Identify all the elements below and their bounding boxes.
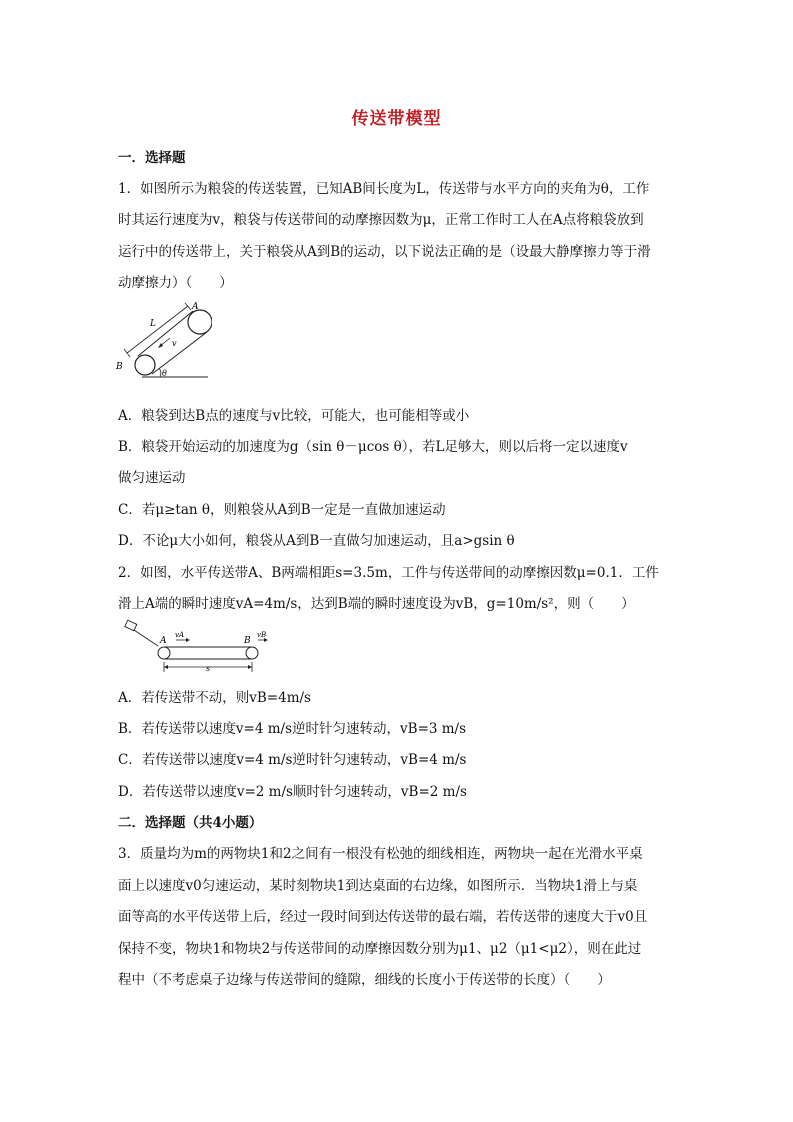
q3-line-3: 面等高的水平传送带上后，经过一段时间到达传送带的最右端，若传送带的速度大于v0且 (118, 909, 648, 925)
q1-option-c: C．若μ≥tan θ，则粮袋从A到B一定是一直做加速运动 (118, 502, 446, 518)
q2-option-b: B．若传送带以速度v=4 m/s逆时针匀速转动，vB=3 m/s (118, 721, 467, 737)
q2-label-va: vA (175, 631, 185, 639)
q3-line-4: 保持不变，物块1和物块2与传送带间的动摩擦因数分别为μ1、μ2（μ1<μ2），则在此过 (118, 941, 642, 957)
q1-label-a: A (192, 302, 199, 312)
q1-option-d: D．不论μ大小如何，粮袋从A到B一直做匀加速运动，且a>gsin θ (118, 533, 515, 549)
section-heading-1: 一．选择题 (118, 150, 186, 166)
q1-label-v: v (172, 339, 177, 348)
q1-label-l: L (150, 319, 156, 329)
q2-label-a: A (160, 636, 167, 646)
q2-option-a: A．若传送带不动，则vB=4m/s (118, 690, 311, 706)
q1-label-b: B (116, 362, 123, 372)
q1-line-3: 运行中的传送带上，关于粮袋从A到B的运动，以下说法正确的是（设最大静摩擦力等于滑 (118, 244, 651, 260)
q3-line-5: 程中（不考虑桌子边缘与传送带间的缝隙，细线的长度小于传送带的长度）（ ） (118, 972, 611, 988)
q2-option-d: D．若传送带以速度v=2 m/s顺时针匀速转动，vB=2 m/s (118, 784, 467, 800)
q1-option-b: B．粮袋开始运动的加速度为g（sin θ－μcos θ），若L足够大，则以后将一定以速度v (118, 439, 628, 455)
q2-horizontal-conveyor-figure (118, 618, 268, 674)
q1-line-2: 时其运行速度为v，粮袋与传送带间的动摩擦因数为μ，正常工作时工人在A点将粮袋放到 (118, 212, 644, 228)
q2-line-1: 2．如图，水平传送带A、B两端相距s=3.5m，工件与传送带间的动摩擦因数μ=0.1．工件 (118, 565, 659, 581)
q2-label-b: B (244, 636, 251, 646)
q1-line-1: 1．如图所示为粮袋的传送装置，已知AB间长度为L，传送带与水平方向的夹角为θ，工作 (118, 181, 650, 197)
q1-line-4: 动摩擦力）（ ） (118, 275, 233, 291)
q3-line-2: 面上以速度v0匀速运动，某时刻物块1到达桌面的右边缘，如图所示．当物块1滑上与桌 (118, 878, 638, 894)
q2-label-vb: vB (257, 631, 267, 639)
q1-incline-conveyor-figure (112, 298, 212, 386)
q2-line-2: 滑上A端的瞬时速度vA=4m/s，达到B端的瞬时速度设为vB，g=10m/s²，则（ ） (118, 596, 635, 612)
section-heading-2: 二．选择题（共4小题） (118, 815, 263, 831)
q2-label-s: s (206, 664, 211, 673)
q2-option-c: C．若传送带以速度v=4 m/s逆时针匀速转动，vB=4 m/s (118, 752, 467, 768)
page-title: 传送带模型 (351, 109, 442, 129)
q1-option-b-cont: 做匀速运动 (118, 470, 186, 486)
q1-label-theta: θ (162, 369, 167, 378)
q3-line-1: 3．质量均为m的两物块1和2之间有一根没有松弛的细线相连，两物块一起在光滑水平桌 (118, 846, 643, 862)
q1-option-a: A．粮袋到达B点的速度与v比较，可能大，也可能相等或小 (118, 408, 470, 424)
